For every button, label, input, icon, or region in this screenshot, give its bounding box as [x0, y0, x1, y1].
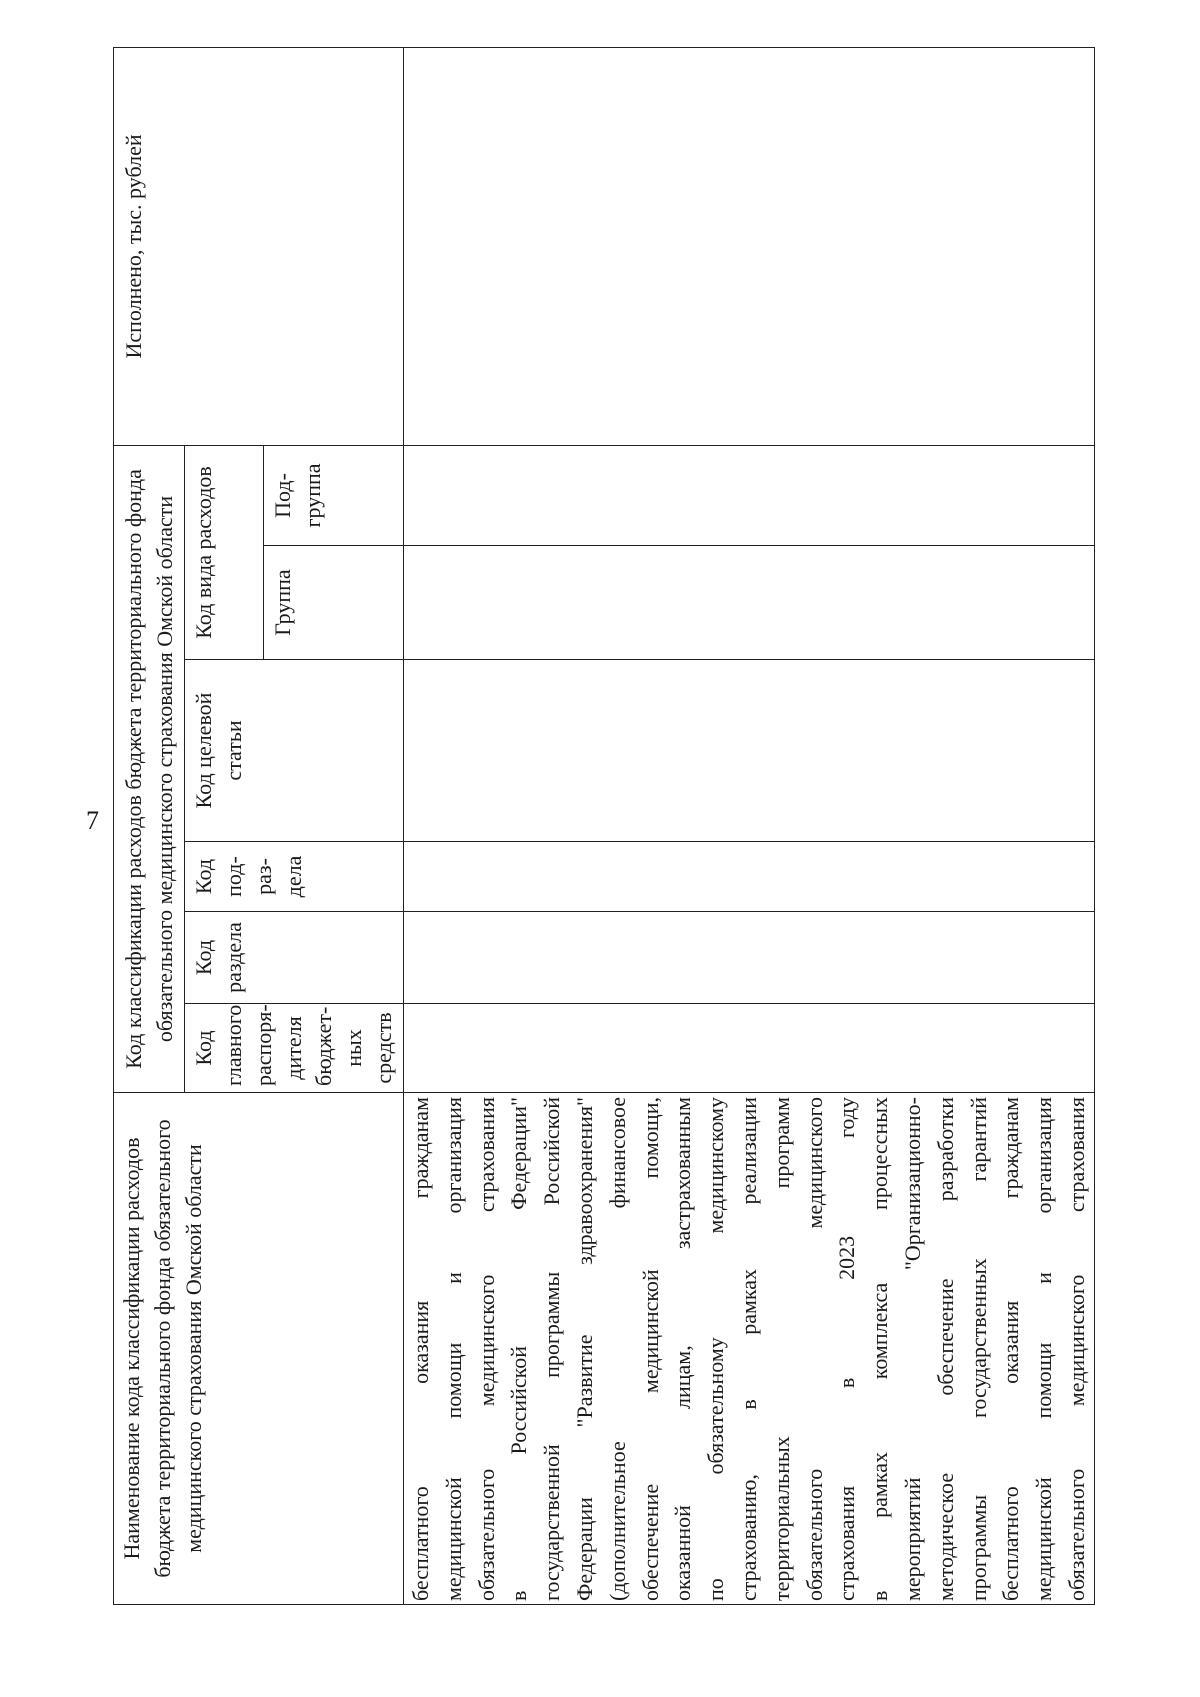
row-name-line: обязательного медицинского страхования	[473, 1097, 499, 1601]
classification-group-header: Код классификации расходов бюджета территориального фонда обязательного медицинского страхования Омской области	[114, 445, 185, 1092]
row-name-line: по обязательному медицинскому	[703, 1097, 729, 1601]
code-subsection-cell	[404, 842, 1095, 912]
expenses-table	[113, 47, 1095, 1605]
subgroup-header: Под-группа	[264, 445, 404, 545]
page-number: 7	[86, 806, 99, 835]
rotated-table-wrapper	[113, 48, 1133, 1605]
row-name-line: страхования в 2023 году	[834, 1097, 860, 1601]
row-name-line: в рамках комплекса процессных	[867, 1097, 893, 1601]
row-name-line: медицинской помощи и организация	[440, 1097, 466, 1601]
executed-cell	[404, 47, 1095, 445]
group-cell	[404, 546, 1095, 660]
row-name-line: обязательного медицинского	[801, 1097, 827, 1601]
row-name-cell	[404, 1093, 1095, 1605]
row-name-line: оказанной лицам, застрахованным	[670, 1097, 696, 1601]
row-name-line: методическое обеспечение разработки	[932, 1097, 958, 1601]
code-target-item-cell	[404, 660, 1095, 842]
code-main-manager-cell	[404, 1004, 1095, 1093]
row-name-line: в Российской Федерации"	[506, 1097, 532, 1601]
subgroup-cell	[404, 445, 1095, 545]
group-header: Группа	[264, 546, 404, 660]
row-name-line: бесплатного оказания гражданам	[998, 1097, 1024, 1601]
row-name-line: (дополнительное финансовое	[604, 1097, 630, 1601]
row-name-line: мероприятий "Организационно-	[899, 1097, 925, 1601]
row-name-line: государственной программы Российской	[539, 1097, 565, 1601]
row-name-line: программы государственных гарантий	[965, 1097, 991, 1601]
name-column-header: Наименование кода классификации расходов бюджета территориального фонда обязательного медицинского страхования Омской области	[114, 1093, 404, 1605]
row-name-line: медицинской помощи и организация	[1031, 1097, 1057, 1601]
row-name-line: территориальных программ	[768, 1097, 794, 1601]
code-target-item-header: Код целевой статьи	[185, 660, 404, 842]
row-name-line: обеспечение медицинской помощи,	[637, 1097, 663, 1601]
row-name-line: Федерации "Развитие здравоохранения"	[571, 1097, 597, 1601]
row-name-line: бесплатного оказания гражданам	[408, 1097, 433, 1601]
row-name-line: страхованию, в рамках реализации	[735, 1097, 761, 1601]
code-subsection-header: Код под-раз-дела	[185, 842, 404, 912]
code-section-cell	[404, 912, 1095, 1004]
code-main-manager-header: Код главного распоря-дителя бюджет-ных средств	[185, 1004, 404, 1093]
executed-header: Исполнено, тыс. рублей	[114, 47, 404, 445]
code-expense-type-header: Код вида расходов	[185, 445, 264, 659]
row-name-line: обязательного медицинского страхования	[1063, 1097, 1089, 1601]
code-section-header: Код раздела	[185, 912, 404, 1004]
